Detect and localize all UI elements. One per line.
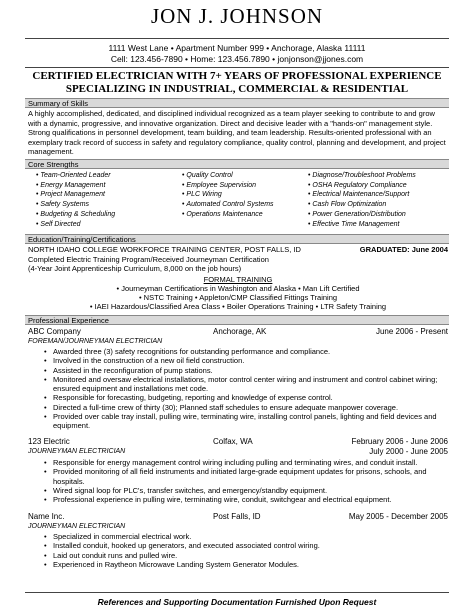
- strengths-grid: [28, 171, 448, 231]
- job-company: 123 Electric: [28, 437, 70, 446]
- strength-item: • OSHA Regulatory Compliance: [308, 181, 416, 191]
- strength-item: • Automated Control Systems: [182, 200, 274, 210]
- formal-training-line: • IAEI Hazardous/Classified Area Class • Boiler Operations Training • LTR Safety Training: [89, 302, 387, 311]
- list-item: • Provided monitoring of all field instruments and initiated large-grade equipment updates for prisons, schools, and hospitals.: [44, 467, 448, 486]
- section-header-education: Education/Training/Certifications: [25, 234, 449, 244]
- list-item: • Professional experience in pulling wire, terminating wire, conduit, switchgear and electrical equipment.: [44, 495, 448, 504]
- job-bullets: [44, 532, 448, 569]
- list-item: • Responsible for forecasting, budgeting, reporting and knowledge of expense control.: [44, 393, 448, 402]
- list-item: • Installed conduit, hooked up generators, and executed associated control wiring.: [44, 541, 448, 550]
- job-company: Name Inc.: [28, 512, 65, 521]
- candidate-name: JON J. JOHNSON: [150, 4, 324, 28]
- education-program: Completed Electric Training Program/Received Journeyman Certification: [28, 255, 269, 264]
- headline-title: CERTIFIED ELECTRICIAN WITH 7+ YEARS OF PROFESSIONAL EXPERIENCE: [32, 70, 442, 82]
- list-item: • Wired signal loop for PLC's, transfer switches, and emergency/standby equipment.: [44, 486, 448, 495]
- strength-item: • Electrical Maintenance/Support: [308, 190, 416, 200]
- section-header-summary: Summary of Skills: [25, 98, 449, 108]
- strength-item: • Self Directed: [36, 220, 115, 230]
- education-curriculum: (4-Year Joint Apprenticeship Curriculum, 8,000 on the job hours): [28, 264, 242, 273]
- strength-item: • Team-Oriented Leader: [36, 171, 115, 181]
- job-location: Post Falls, ID: [213, 512, 261, 521]
- list-item: • Directed a full-time crew of thirty (30); Planned staff schedules to ensure adequate manpower coverage.: [44, 403, 448, 412]
- list-item: • Specialized in commercial electrical work.: [44, 532, 448, 541]
- strength-item: • Effective Time Management: [308, 220, 416, 230]
- divider: [25, 38, 449, 39]
- summary-text: A highly accomplished, dedicated, and disciplined individual recognized as a team player seeking to contribute to and grow with a dynamic, progressive, and innovative organization. Direct and decisive leader with a "hands-on" management style. Strong qualifications in personnel development, team building, and team leadership. Results-oriented professional with an exemplary track record of success in safety and regulatory compliance, quality control, planning and development, and project management.: [28, 109, 446, 157]
- list-item: • Assisted in the reconfiguration of pump stations.: [44, 366, 448, 375]
- strength-item: • Budgeting & Scheduling: [36, 210, 115, 220]
- job-dates: February 2006 - June 2006: [351, 437, 448, 446]
- strength-item: • Safety Systems: [36, 200, 115, 210]
- list-item: • Monitored and oversaw electrical installations, motor control center wiring and instrument and control cabinet wiring; ensured equipment and installations met code.: [44, 375, 448, 394]
- education-school: NORTH IDAHO COLLEGE WORKFORCE TRAINING CENTER, POST FALLS, ID: [28, 245, 301, 254]
- strength-item: • Operations Maintenance: [182, 210, 274, 220]
- strengths-column-2: [182, 171, 274, 220]
- job-title: JOURNEYMAN ELECTRICIAN: [28, 523, 126, 530]
- job-company: ABC Company: [28, 327, 81, 336]
- job-location: Anchorage, AK: [213, 327, 267, 336]
- job-dates-secondary: July 2000 - June 2005: [369, 447, 448, 456]
- strengths-column-1: [36, 171, 115, 229]
- formal-training-heading: FORMAL TRAINING: [203, 275, 273, 284]
- strength-item: • Diagnose/Troubleshoot Problems: [308, 171, 416, 181]
- strength-item: • PLC Wiring: [182, 190, 274, 200]
- list-item: • Experienced in Raytheon Microwave Landing System Generator Modules.: [44, 560, 448, 569]
- job-location: Colfax, WA: [213, 437, 253, 446]
- strength-item: • Quality Control: [182, 171, 274, 181]
- list-item: • Involved in the construction of a new oil field construction.: [44, 356, 448, 365]
- section-header-strengths: Core Strengths: [25, 159, 449, 169]
- references-note: References and Supporting Documentation Furnished Upon Request: [97, 597, 377, 607]
- divider: [25, 592, 449, 593]
- job-bullets: [44, 347, 448, 431]
- section-header-experience: Professional Experience: [25, 315, 449, 325]
- strength-item: • Energy Management: [36, 181, 115, 191]
- list-item: • Awarded three (3) safety recognitions for outstanding performance and compliance.: [44, 347, 448, 356]
- job-title: FOREMAN/JOURNEYMAN ELECTRICIAN: [28, 338, 163, 345]
- job-title: JOURNEYMAN ELECTRICIAN: [28, 448, 126, 455]
- headline-subtitle: SPECIALIZING IN INDUSTRIAL, COMMERCIAL & RESIDENTIAL: [65, 83, 409, 95]
- strengths-column-3: [308, 171, 416, 229]
- address-line: 1111 West Lane • Apartment Number 999 • Anchorage, Alaska 11111: [108, 43, 366, 53]
- education-graduated: GRADUATED: June 2004: [359, 245, 448, 254]
- list-item: • Responsible for energy management control wiring including pulling and terminating wires, and conduit install.: [44, 458, 448, 467]
- job-dates: May 2005 - December 2005: [348, 512, 448, 521]
- divider: [25, 67, 449, 68]
- job-dates: June 2006 - Present: [375, 327, 448, 336]
- list-item: • Provided over cable tray install, pulling wire, terminating wire, installing control panels, lighting and field devices and equipment.: [44, 412, 448, 431]
- strength-item: • Project Management: [36, 190, 115, 200]
- job-bullets: [44, 458, 448, 504]
- contact-line: Cell: 123.456-7890 • Home: 123.456.7890 • jonjonson@jjones.com: [110, 54, 364, 64]
- strength-item: • Cash Flow Optimization: [308, 200, 416, 210]
- formal-training-line: • NSTC Training • Appleton/CMP Classified Fittings Training: [138, 293, 338, 302]
- list-item: • Laid out conduit runs and pulled wire.: [44, 551, 448, 560]
- strength-item: • Power Generation/Distribution: [308, 210, 416, 220]
- strength-item: • Employee Supervision: [182, 181, 274, 191]
- formal-training-line: • Journeyman Certifications in Washington and Alaska • Man Lift Certified: [116, 284, 360, 293]
